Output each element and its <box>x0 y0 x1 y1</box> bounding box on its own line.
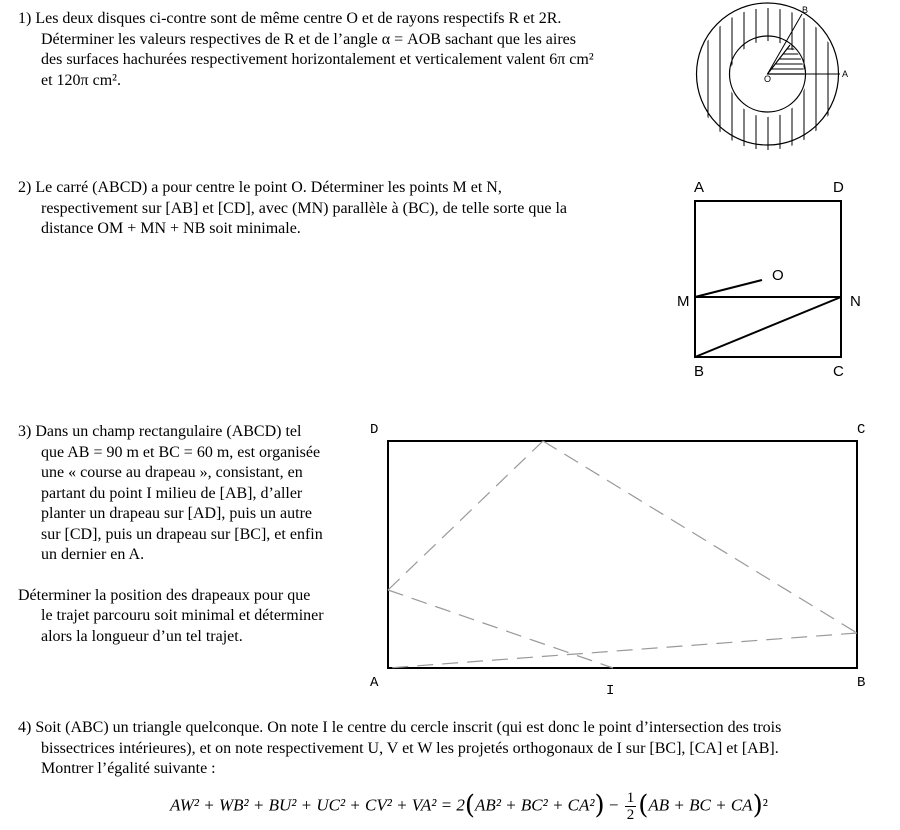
exercise-4-text <box>18 718 893 780</box>
ex2-line-3: distance OM + MN + NB soit minimale. <box>41 220 301 237</box>
ex3-line-7: un dernier en A. <box>41 546 145 563</box>
ex3-label-b: B <box>857 675 866 691</box>
formula-right: AB + BC + CA <box>648 795 753 815</box>
ex2-label-b: B <box>694 363 705 380</box>
ex1-line-1: 1) Les deux disques ci-contre sont de même centre O et de rayons respectifs R et 2R. <box>18 10 562 27</box>
ex3-para2-line-2: le trajet parcouru soit minimal et déterminer <box>41 607 324 624</box>
ex1-concentric-disks-figure <box>690 0 850 160</box>
ex2-label-o: O <box>772 267 784 284</box>
ex1-label-a: A <box>842 69 849 79</box>
ex1-label-b: B <box>802 5 809 15</box>
ex2-square-figure <box>670 172 870 387</box>
ex3-line-6: sur [CD], puis un drapeau sur [BC], et enfin <box>41 525 323 543</box>
segment-om <box>695 280 762 297</box>
ex3-label-a: A <box>370 675 379 691</box>
formula-minus: − <box>604 795 623 815</box>
formula-square: ² <box>762 795 768 815</box>
ex3-label-c: C <box>857 422 866 438</box>
ex3-line-1: 3) Dans un champ rectangulaire (ABCD) tel <box>18 423 302 440</box>
ex2-label-a: A <box>694 179 705 196</box>
ex2-label-d: D <box>833 179 844 196</box>
ex1-line-3: des surfaces hachurées respectivement horizontalement et verticalement valent 6π cm² <box>41 51 594 68</box>
ex3-label-d: D <box>370 422 379 438</box>
ex1-line-2: Déterminer les valeurs respectives de R et de l’angle α = AOB sachant que les aires <box>41 30 576 48</box>
formula-mid: AB² + BC² + CA² <box>475 795 595 815</box>
ex2-line-1: 2) Le carré (ABCD) a pour centre le point O. Déterminer les points M et N, <box>18 179 502 196</box>
ex4-line-1: 4) Soit (ABC) un triangle quelconque. On note I le centre du cercle inscrit (qui est donc le point d’intersection des trois <box>18 719 782 736</box>
ex3-line-4: partant du point I milieu de [AB], d’aller <box>41 484 303 502</box>
ex2-label-c: C <box>833 363 844 380</box>
ex2-label-n: N <box>850 293 861 310</box>
ex3-line-3: une « course au drapeau », consistant, en <box>41 464 303 481</box>
ex1-line-4: et 120π cm². <box>41 71 121 89</box>
ex4-line-2: bissectrices intérieures), et on note respectivement U, V et W les projetés orthogonaux de I sur [BC], [CA] et [AB]. <box>41 739 779 757</box>
ex3-para2-line-3: alors la longueur d’un tel trajet. <box>41 627 243 645</box>
exercise-2-text <box>18 178 658 240</box>
ex3-para2-line-1: Déterminer la position des drapeaux pour que <box>18 586 311 604</box>
formula-fraction <box>625 790 637 823</box>
ex3-line-5: planter un drapeau sur [AD], puis un autre <box>41 505 313 522</box>
ex1-label-o: O <box>764 74 772 84</box>
exercise-1-text <box>18 9 678 91</box>
ex2-line-2: respectivement sur [AB] et [CD], avec (MN) parallèle à (BC), de telle sorte que la <box>41 199 568 217</box>
exercise-3-text <box>18 422 363 647</box>
ex3-line-2: que AB = 90 m et BC = 60 m, est organisée <box>41 443 321 461</box>
frac-numerator: 1 <box>626 790 635 806</box>
ex4-line-3: Montrer l’égalité suivante : <box>41 760 216 777</box>
segment-nb <box>695 297 841 357</box>
ex3-label-i: I <box>606 683 615 699</box>
ex4-formula: AW² + WB² + BU² + UC² + CV² + VA² = 2(AB² + BC² + CA²) − $\frac{1}{2}$ (AB + BC + CA)² <box>170 790 768 823</box>
frac-denominator: 2 <box>626 807 635 823</box>
ex2-label-m: M <box>677 293 690 310</box>
ex3-field-figure <box>360 415 890 705</box>
formula-left: AW² + WB² + BU² + UC² + CV² + VA² = 2 <box>170 795 465 815</box>
